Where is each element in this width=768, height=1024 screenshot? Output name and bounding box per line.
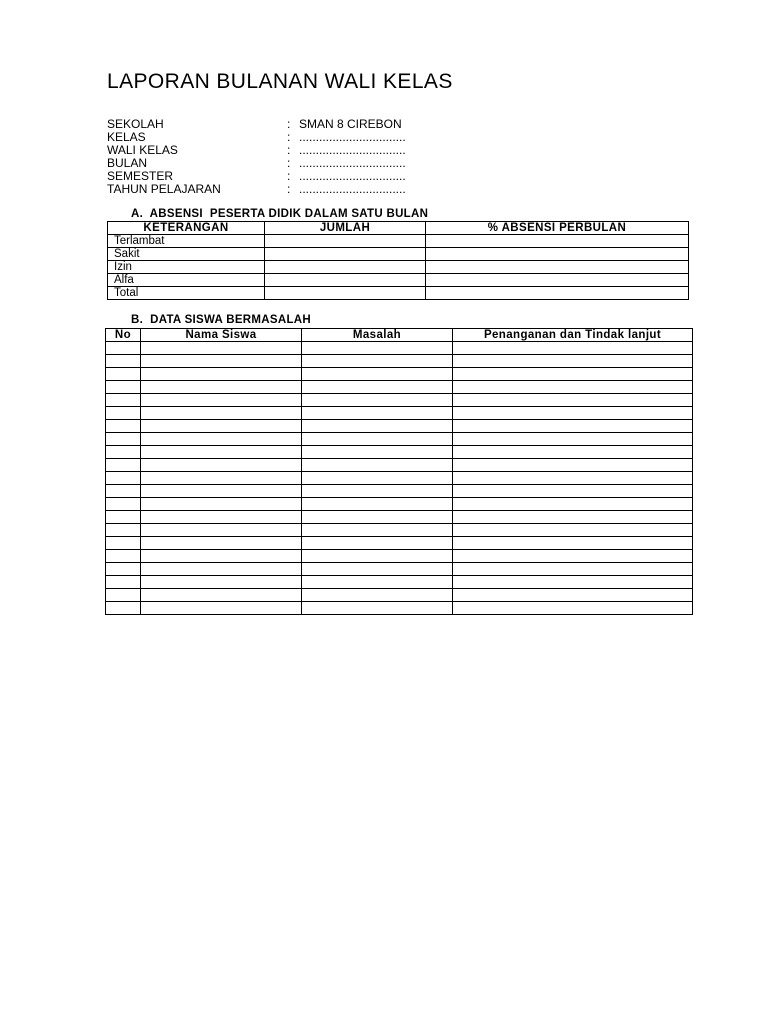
header-persen-absensi: % ABSENSI PERBULAN	[426, 222, 689, 235]
absensi-jumlah-cell	[265, 274, 426, 287]
no-cell	[106, 446, 141, 459]
no-cell	[106, 537, 141, 550]
no-cell	[106, 433, 141, 446]
masalah-cell	[302, 511, 453, 524]
table-row	[106, 602, 693, 615]
no-cell	[106, 342, 141, 355]
masalah-cell	[302, 524, 453, 537]
nama-siswa-cell	[141, 459, 302, 472]
header-keterangan: KETERANGAN	[108, 222, 265, 235]
header-nama-siswa: Nama Siswa	[141, 329, 302, 342]
header-penanganan: Penanganan dan Tindak lanjut	[453, 329, 693, 342]
absensi-row	[108, 261, 689, 274]
nama-siswa-cell	[141, 498, 302, 511]
table-row	[106, 576, 693, 589]
no-cell	[106, 550, 141, 563]
nama-siswa-cell	[141, 420, 302, 433]
absensi-persen-cell	[426, 248, 689, 261]
table-row	[106, 381, 693, 394]
masalah-cell	[302, 498, 453, 511]
penanganan-cell	[453, 550, 693, 563]
penanganan-cell	[453, 511, 693, 524]
no-cell	[106, 589, 141, 602]
masalah-cell	[302, 355, 453, 368]
penanganan-cell	[453, 576, 693, 589]
masalah-cell	[302, 433, 453, 446]
info-block	[107, 118, 406, 196]
masalah-cell	[302, 446, 453, 459]
masalah-cell	[302, 407, 453, 420]
no-cell	[106, 355, 141, 368]
penanganan-cell	[453, 446, 693, 459]
penanganan-cell	[453, 368, 693, 381]
no-cell	[106, 472, 141, 485]
no-cell	[106, 394, 141, 407]
no-cell	[106, 498, 141, 511]
table-row	[106, 524, 693, 537]
penanganan-cell	[453, 472, 693, 485]
info-label: WALI KELAS	[107, 143, 178, 157]
info-value: ................................	[299, 143, 406, 157]
no-cell	[106, 576, 141, 589]
absensi-jumlah-cell	[265, 248, 426, 261]
no-cell	[106, 511, 141, 524]
info-separator: :	[287, 130, 291, 144]
page-title: LAPORAN BULANAN WALI KELAS	[107, 70, 453, 93]
masalah-cell	[302, 550, 453, 563]
table-row	[106, 563, 693, 576]
masalah-cell	[302, 563, 453, 576]
section-a-heading: A. ABSENSI PESERTA DIDIK DALAM SATU BULAN	[131, 208, 429, 220]
nama-siswa-cell	[141, 368, 302, 381]
table-row	[106, 420, 693, 433]
table-row	[106, 342, 693, 355]
nama-siswa-cell	[141, 485, 302, 498]
table-row	[106, 407, 693, 420]
masalah-cell	[302, 459, 453, 472]
table-row	[106, 537, 693, 550]
nama-siswa-cell	[141, 589, 302, 602]
info-label: SEMESTER	[107, 169, 174, 183]
no-cell	[106, 563, 141, 576]
absensi-persen-cell	[426, 274, 689, 287]
table-row	[106, 589, 693, 602]
no-cell	[106, 602, 141, 615]
info-value: ................................	[299, 130, 406, 144]
table-row	[106, 368, 693, 381]
masalah-cell	[302, 602, 453, 615]
penanganan-cell	[453, 420, 693, 433]
table-row	[106, 498, 693, 511]
info-label: KELAS	[107, 130, 146, 144]
header-no: No	[106, 329, 141, 342]
masalah-cell	[302, 485, 453, 498]
info-value: ................................	[299, 169, 406, 183]
nama-siswa-cell	[141, 472, 302, 485]
info-separator: :	[287, 143, 291, 157]
absensi-keterangan-cell: Sakit	[108, 248, 265, 261]
masalah-cell	[302, 342, 453, 355]
absensi-keterangan-cell: Terlambat	[108, 235, 265, 248]
penanganan-cell	[453, 485, 693, 498]
nama-siswa-cell	[141, 381, 302, 394]
nama-siswa-cell	[141, 524, 302, 537]
table-row	[106, 459, 693, 472]
no-cell	[106, 407, 141, 420]
masalah-cell	[302, 472, 453, 485]
absensi-jumlah-cell	[265, 287, 426, 300]
info-separator: :	[287, 169, 291, 183]
siswa-bermasalah-table	[105, 328, 693, 615]
nama-siswa-cell	[141, 563, 302, 576]
table-row	[106, 355, 693, 368]
info-label: TAHUN PELAJARAN	[107, 182, 221, 196]
no-cell	[106, 459, 141, 472]
penanganan-cell	[453, 342, 693, 355]
absensi-persen-cell	[426, 261, 689, 274]
absensi-persen-cell	[426, 235, 689, 248]
info-label: BULAN	[107, 156, 148, 170]
info-separator: :	[287, 182, 291, 196]
nama-siswa-cell	[141, 537, 302, 550]
masalah-cell	[302, 368, 453, 381]
info-row	[107, 183, 406, 196]
nama-siswa-cell	[141, 576, 302, 589]
no-cell	[106, 368, 141, 381]
absensi-jumlah-cell	[265, 261, 426, 274]
info-separator: :	[287, 156, 291, 170]
penanganan-cell	[453, 498, 693, 511]
masalah-cell	[302, 394, 453, 407]
penanganan-cell	[453, 394, 693, 407]
table-row	[106, 550, 693, 563]
info-value: SMAN 8 CIREBON	[299, 117, 402, 131]
nama-siswa-cell	[141, 355, 302, 368]
nama-siswa-cell	[141, 511, 302, 524]
info-separator: :	[287, 117, 291, 131]
table-row	[106, 485, 693, 498]
header-masalah: Masalah	[302, 329, 453, 342]
masalah-cell	[302, 589, 453, 602]
table-row	[106, 433, 693, 446]
nama-siswa-cell	[141, 446, 302, 459]
no-cell	[106, 420, 141, 433]
info-value: ................................	[299, 156, 406, 170]
absensi-row	[108, 248, 689, 261]
nama-siswa-cell	[141, 394, 302, 407]
penanganan-cell	[453, 433, 693, 446]
nama-siswa-cell	[141, 433, 302, 446]
no-cell	[106, 485, 141, 498]
absensi-row	[108, 274, 689, 287]
absensi-keterangan-cell: Izin	[108, 261, 265, 274]
section-b-heading: B. DATA SISWA BERMASALAH	[131, 314, 311, 326]
nama-siswa-cell	[141, 407, 302, 420]
penanganan-cell	[453, 589, 693, 602]
nama-siswa-cell	[141, 550, 302, 563]
penanganan-cell	[453, 381, 693, 394]
info-value: ................................	[299, 182, 406, 196]
no-cell	[106, 381, 141, 394]
masalah-cell	[302, 537, 453, 550]
nama-siswa-cell	[141, 342, 302, 355]
masalah-cell	[302, 420, 453, 433]
absensi-table	[107, 221, 689, 300]
penanganan-cell	[453, 602, 693, 615]
masalah-cell	[302, 576, 453, 589]
no-cell	[106, 524, 141, 537]
table-row	[106, 394, 693, 407]
absensi-keterangan-cell: Alfa	[108, 274, 265, 287]
penanganan-cell	[453, 537, 693, 550]
masalah-cell	[302, 381, 453, 394]
penanganan-cell	[453, 407, 693, 420]
absensi-persen-cell	[426, 287, 689, 300]
header-jumlah: JUMLAH	[265, 222, 426, 235]
info-label: SEKOLAH	[107, 117, 164, 131]
absensi-row	[108, 287, 689, 300]
penanganan-cell	[453, 459, 693, 472]
table-row	[106, 511, 693, 524]
penanganan-cell	[453, 524, 693, 537]
nama-siswa-cell	[141, 602, 302, 615]
penanganan-cell	[453, 355, 693, 368]
penanganan-cell	[453, 563, 693, 576]
absensi-jumlah-cell	[265, 235, 426, 248]
table-row	[106, 446, 693, 459]
absensi-row	[108, 235, 689, 248]
table-row	[106, 472, 693, 485]
absensi-keterangan-cell: Total	[108, 287, 265, 300]
